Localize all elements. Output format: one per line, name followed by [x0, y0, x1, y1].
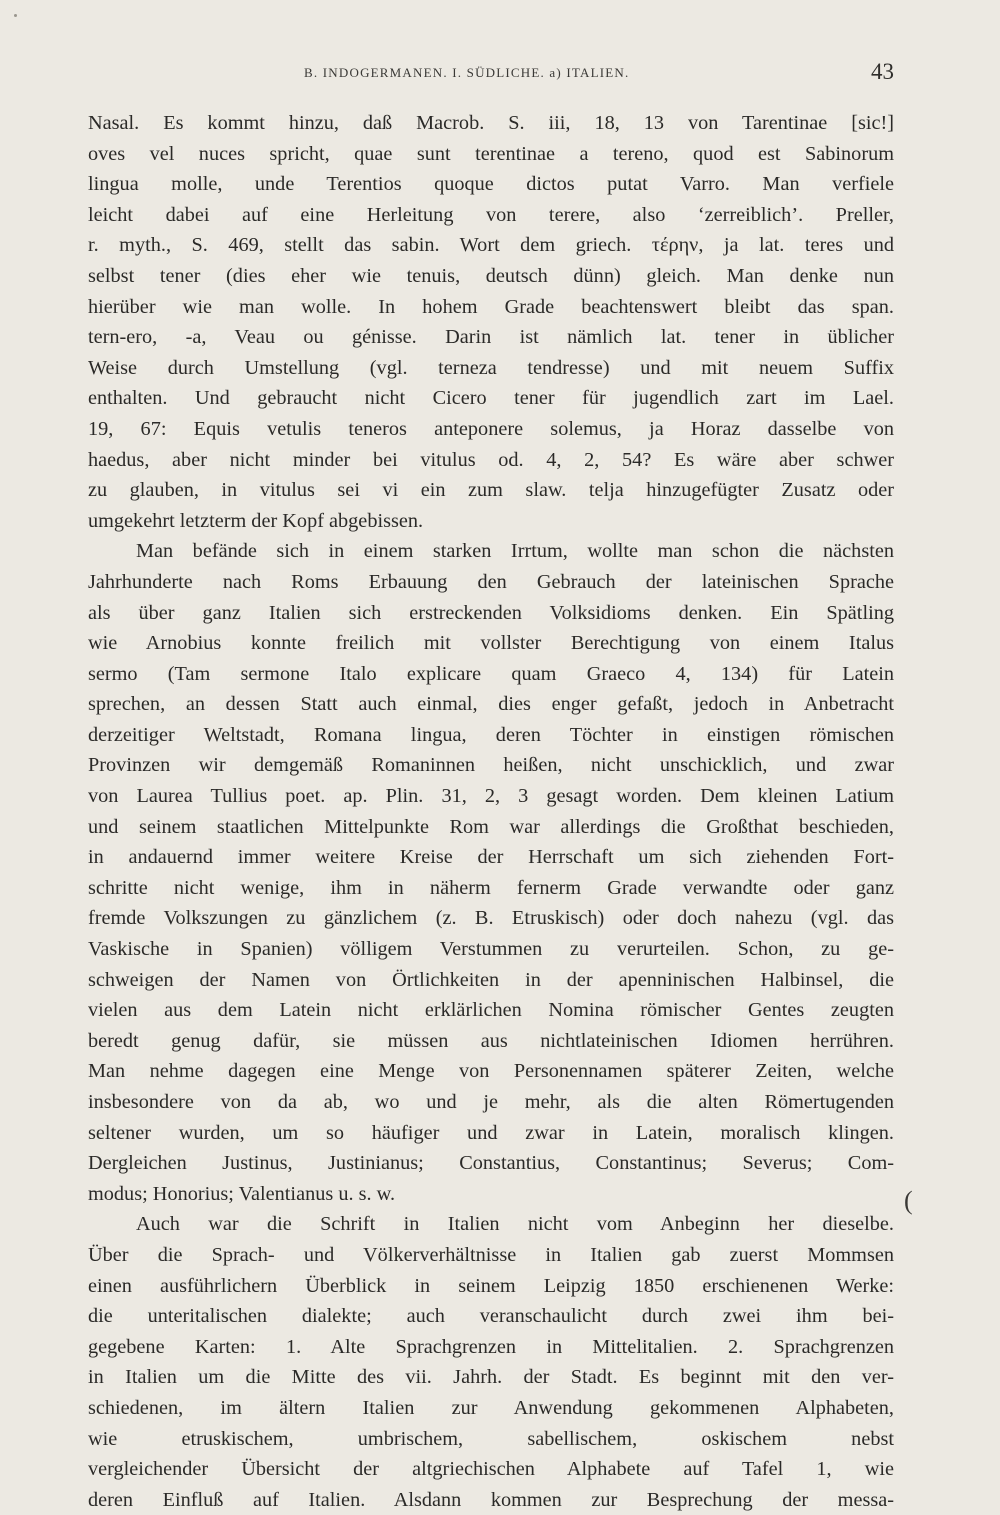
paragraph-start-line: Man befände sich in einem starken Irrtum, wollte man schon die nächsten — [136, 540, 894, 563]
text-line: zu glauben, in vitulus sei vi ein zum slaw. telja hinzugefügter Zusatz oder — [88, 479, 894, 502]
text-line: derzeitiger Weltstadt, Romana lingua, deren Töchter in einstigen römischen — [88, 723, 894, 746]
text-line: insbesondere von da ab, wo und je mehr, als die alten Römertugenden — [88, 1091, 894, 1113]
text-line: enthalten. Und gebraucht nicht Cicero tener für jugendlich zart im Lael. — [88, 387, 894, 410]
text-line: vergleichender Übersicht der altgriechischen Alphabete auf Tafel 1, wie — [88, 1458, 894, 1481]
text-line: 19, 67: Equis vetulis teneros anteponere solemus, ja Horaz dasselbe von — [88, 417, 894, 440]
text-line: von Laurea Tullius poet. ap. Plin. 31, 2, 3 gesagt worden. Dem kleinen Latium — [88, 785, 894, 808]
text-line: die unteritalischen dialekte; auch veranschaulicht durch zwei ihm bei- — [88, 1305, 894, 1328]
paragraph-end-line: umgekehrt letzterm der Kopf abgebissen. — [88, 509, 424, 532]
text-line: Man nehme dagegen eine Menge von Personennamen späterer Zeiten, welche — [88, 1060, 894, 1083]
text-line: als über ganz Italien sich erstreckenden Volksidioms denken. Ein Spätling — [88, 601, 894, 624]
text-line: fremde Volkszungen zu gänzlichem (z. B. Etruskisch) oder doch nahezu (vgl. das — [88, 907, 894, 930]
text-line: Vaskische in Spanien) völligem Verstummen zu verurteilen. Schon, zu ge- — [88, 938, 894, 961]
text-line: sprechen, an dessen Statt auch einmal, dies enger gefaßt, jedoch in Anbetracht — [88, 693, 894, 716]
text-line: haedus, aber nicht minder bei vitulus od. 4, 2, 54? Es wäre aber schwer — [88, 448, 894, 471]
paper-speck — [14, 14, 17, 17]
text-line: sermo (Tam sermone Italo explicare quam Graeco 4, 134) für Latein — [88, 662, 894, 685]
text-line: in Italien um die Mitte des vii. Jahrh. der Stadt. Es beginnt mit den ver- — [88, 1366, 894, 1389]
paragraph-end-line: modus; Honorius; Valentianus u. s. w. — [88, 1182, 396, 1205]
running-title: B. INDOGERMANEN. I. SÜDLICHE. a) ITALIEN. — [304, 65, 630, 80]
body-text — [88, 108, 894, 1515]
text-line: seltener wurden, um so häufiger und zwar in Latein, moralisch klingen. — [88, 1121, 894, 1144]
text-line: wie etruskischem, umbrischem, sabellischem, oskischem nebst — [88, 1427, 894, 1450]
text-line: tern-ero, -a, Veau ou génisse. Darin ist nämlich lat. tener in üblicher — [88, 326, 894, 349]
text-line: und seinem staatlichen Mittelpunkte Rom war allerdings die Großthat beschieden, — [88, 815, 894, 838]
paragraph-start-line: Auch war die Schrift in Italien nicht vom Anbeginn her dieselbe. — [136, 1213, 894, 1236]
text-line: einen ausführlichern Überblick in seinem Leipzig 1850 erschienenen Werke: — [88, 1274, 894, 1297]
text-line: leicht dabei auf eine Herleitung von terere, also ‘zerreiblich’. Preller, — [88, 203, 894, 226]
text-line: lingua molle, unde Terentios quoque dictos putat Varro. Man verfiele — [88, 173, 894, 196]
text-line: oves vel nuces spricht, quae sunt terentinae a tereno, quod est Sabinorum — [88, 142, 894, 165]
text-line: schweigen der Namen von Örtlichkeiten in der apenninischen Halbinsel, die — [88, 968, 894, 991]
text-line: wie Arnobius konnte freilich mit vollster Berechtigung von einem Italus — [88, 632, 894, 655]
text-line: Über die Sprach- und Völkerverhältnisse in Italien gab zuerst Mommsen — [88, 1243, 894, 1266]
text-line: Provinzen wir demgemäß Romaninnen heißen, nicht unschicklich, und zwar — [88, 754, 894, 777]
text-line: Jahrhunderte nach Roms Erbauung den Gebrauch der lateinischen Sprache — [88, 570, 894, 593]
text-line: gegebene Karten: 1. Alte Sprachgrenzen in Mittelitalien. 2. Sprachgrenzen — [88, 1335, 894, 1358]
text-line: schiedenen, im ältern Italien zur Anwendung gekommenen Alphabeten, — [88, 1396, 894, 1419]
running-head — [88, 59, 908, 93]
text-line: vielen aus dem Latein nicht erklärlichen Nomina römischer Gentes zeugten — [88, 999, 894, 1022]
text-line: Nasal. Es kommt hinzu, daß Macrob. S. iii, 18, 13 von Tarentinae [sic!] — [88, 112, 894, 134]
margin-mark: ( — [904, 1186, 913, 1215]
text-line: in andauernd immer weitere Kreise der Herrschaft um sich ziehenden Fort- — [88, 846, 894, 869]
text-line: beredt genug dafür, sie müssen aus nichtlateinischen Idiomen herrühren. — [88, 1029, 894, 1052]
text-line: Weise durch Umstellung (vgl. terneza tendresse) und mit neuem Suffix — [88, 356, 894, 379]
text-line: r. myth., S. 469, stellt das sabin. Wort dem griech. τέρην, ja lat. teres und — [88, 234, 894, 257]
text-line: Dergleichen Justinus, Justinianus; Constantius, Constantinus; Severus; Com- — [88, 1152, 894, 1175]
page-number: 43 — [871, 59, 894, 84]
text-line: schritte nicht wenige, ihm in näherm fernerm Grade verwandte oder ganz — [88, 876, 894, 899]
text-line: hierüber wie man wolle. In hohem Grade beachtenswert bleibt das span. — [88, 295, 894, 318]
text-line: deren Einfluß auf Italien. Alsdann kommen zur Besprechung der messa- — [88, 1488, 894, 1511]
text-line: selbst tener (dies eher wie tenuis, deutsch dünn) gleich. Man denke nun — [88, 264, 894, 287]
